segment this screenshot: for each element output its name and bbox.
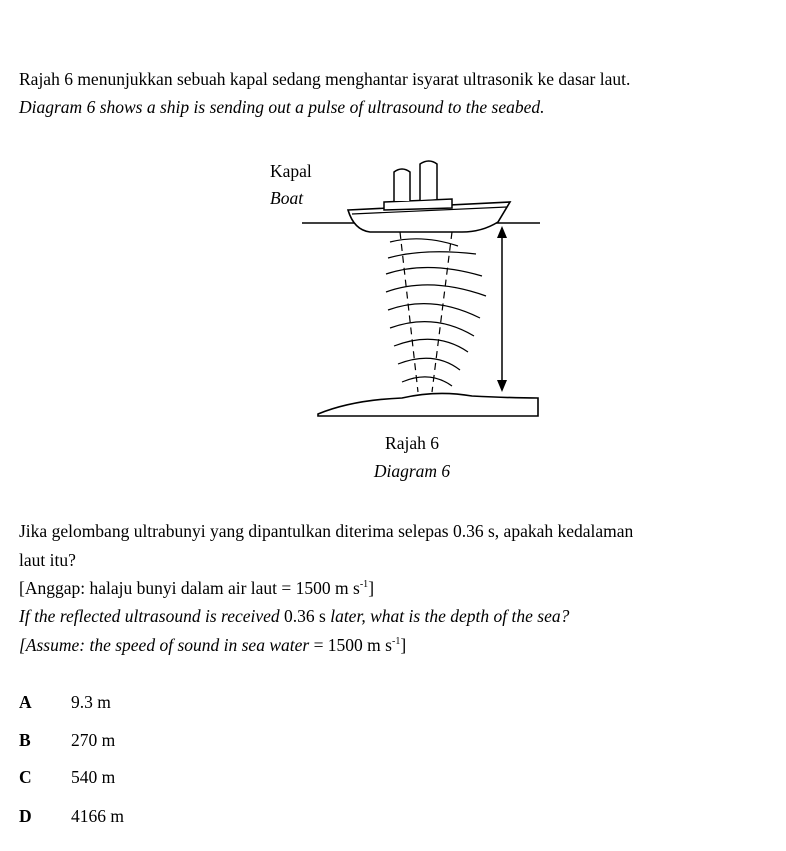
option-b[interactable] [19, 729, 115, 751]
assumption-malay-text: [Anggap: halaju bunyi dalam air laut = 1500 m s [19, 578, 360, 598]
question-malay-line2: laut itu? [19, 550, 76, 570]
assumption-english-text: [Assume: the speed of sound in sea water [19, 635, 310, 655]
option-letter: D [19, 806, 32, 826]
depth-arrow-head-top [497, 226, 507, 238]
diagram-caption-english: Diagram 6 [373, 461, 451, 481]
option-c[interactable] [19, 766, 115, 788]
assumption-english-close: ] [400, 635, 407, 655]
seabed [318, 393, 538, 416]
question-english-post: later, what is the depth of the sea? [330, 606, 570, 626]
assumption-malay [19, 577, 374, 599]
assumption-malay-close: ] [368, 578, 375, 598]
option-letter: A [19, 692, 32, 712]
question-english [19, 605, 569, 627]
question-english-time: 0.36 s [284, 606, 326, 626]
depth-arrow-head-bottom [497, 380, 507, 392]
option-letter: C [19, 767, 32, 787]
option-text: 540 m [71, 767, 116, 787]
option-d[interactable] [19, 805, 124, 827]
option-a[interactable] [19, 691, 111, 713]
option-text: 270 m [71, 730, 116, 750]
option-letter: B [19, 730, 31, 750]
option-text: 4166 m [71, 806, 124, 826]
ship-funnel-1 [394, 169, 410, 201]
signal-path-down [400, 232, 418, 392]
question-english-pre: If the reflected ultrasound is received [19, 606, 280, 626]
assumption-english-value: = 1500 m s [313, 635, 392, 655]
diagram-caption-malay: Rajah 6 [385, 433, 439, 453]
boat-label-english: Boat [270, 188, 304, 208]
ship-seabed-illustration [262, 150, 552, 430]
intro-english: Diagram 6 shows a ship is sending out a pulse of ultrasound to the seabed. [19, 97, 545, 117]
question-malay-line1: Jika gelombang ultrabunyi yang dipantulkan diterima selepas 0.36 s, apakah kedalaman [19, 521, 634, 541]
assumption-english-exponent: -1 [391, 636, 401, 647]
ship-funnel-2 [420, 161, 437, 200]
option-text: 9.3 m [71, 692, 111, 712]
assumption-english [19, 634, 406, 656]
assumption-malay-exponent: -1 [359, 579, 369, 590]
intro-malay: Rajah 6 menunjukkan sebuah kapal sedang menghantar isyarat ultrasonik ke dasar laut. [19, 69, 631, 89]
signal-path-up [432, 232, 452, 392]
boat-label-malay: Kapal [270, 161, 312, 181]
ultrasound-diagram [262, 150, 552, 435]
